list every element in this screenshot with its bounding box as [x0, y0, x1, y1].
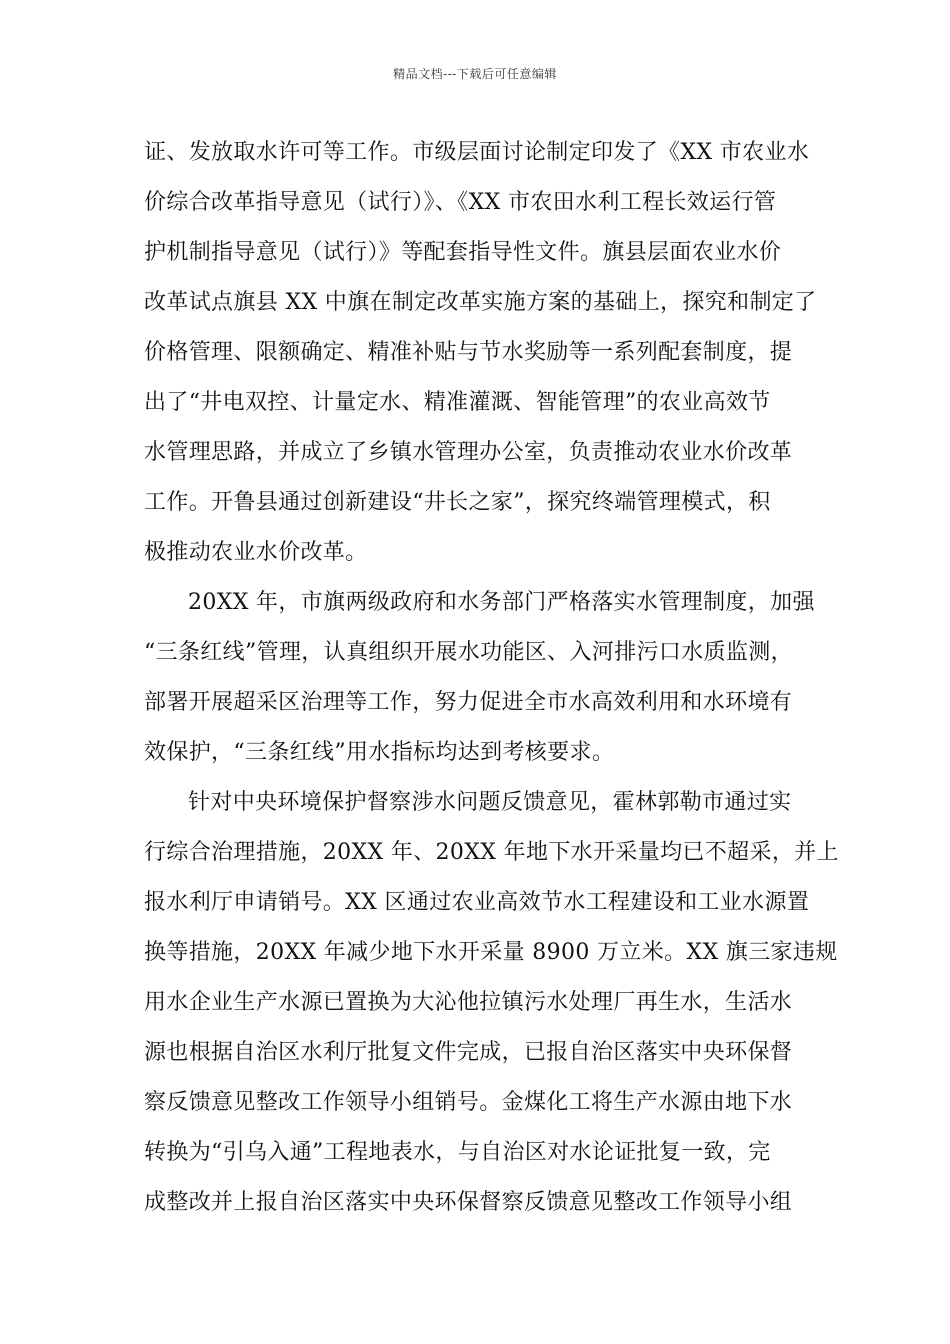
text-line: 改革试点旗县 XX 中旗在制定改革实施方案的基础上，探究和制定了: [144, 290, 817, 315]
text-line: 效保护，“三条红线”用水指标均达到考核要求。: [144, 740, 615, 765]
text-line: 极推动农业水价改革。: [144, 540, 368, 565]
text-line: 水管理思路，并成立了乡镇水管理办公室，负责推动农业水价改革: [144, 440, 793, 465]
paragraph-1: [144, 128, 817, 578]
text-line: 价格管理、限额确定、精准补贴与节水奖励等一系列配套制度，提: [144, 340, 793, 365]
text-line-first: 针对中央环境保护督察涉水问题反馈意见，霍林郭勒市通过实: [188, 790, 792, 815]
text-line: 报水利厅申请销号。XX 区通过农业高效节水工程建设和工业水源置: [144, 890, 810, 915]
text-line: 源也根据自治区水利厅批复文件完成，已报自治区落实中央环保督: [144, 1040, 793, 1065]
text-line: 行综合治理措施，20XX 年、20XX 年地下水开采量均已不超采，并上: [144, 840, 839, 865]
text-line: 转换为“引乌入通”工程地表水，与自治区对水论证批复一致，完: [144, 1140, 771, 1165]
text-line: 出了“井电双控、计量定水、精准灌溉、智能管理”的农业高效节: [144, 390, 771, 415]
text-line: 察反馈意见整改工作领导小组销号。金煤化工将生产水源由地下水: [144, 1090, 793, 1115]
text-line: 护机制指导意见（试行）》等配套指导性文件。旗县层面农业水价: [144, 240, 782, 265]
text-line-first: 20XX 年，市旗两级政府和水务部门严格落实水管理制度，加强: [188, 590, 815, 615]
text-line: 证、发放取水许可等工作。市级层面讨论制定印发了《XX 市农业水: [144, 140, 810, 165]
paragraph-3: [144, 778, 839, 1228]
text-line: 工作。开鲁县通过创新建设“井长之家”，探究终端管理模式，积: [144, 490, 771, 515]
text-line: 成整改并上报自治区落实中央环保督察反馈意见整改工作领导小组: [144, 1190, 793, 1215]
text-line: “三条红线”管理，认真组织开展水功能区、入河排污口水质监测，: [144, 640, 793, 665]
paragraph-2: [144, 578, 815, 778]
text-line: 用水企业生产水源已置换为大沁他拉镇污水处理厂再生水，生活水: [144, 990, 793, 1015]
text-line: 换等措施，20XX 年减少地下水开采量 8900 万立米。XX 旗三家违规: [144, 940, 838, 965]
text-line: 部署开展超采区治理等工作，努力促进全市水高效利用和水环境有: [144, 690, 793, 715]
page-header: 精品文档---下载后可任意编辑: [393, 67, 557, 81]
document-body: [144, 128, 839, 1228]
text-line: 价综合改革指导意见（试行）》、《XX 市农田水利工程长效运行管: [144, 190, 777, 215]
